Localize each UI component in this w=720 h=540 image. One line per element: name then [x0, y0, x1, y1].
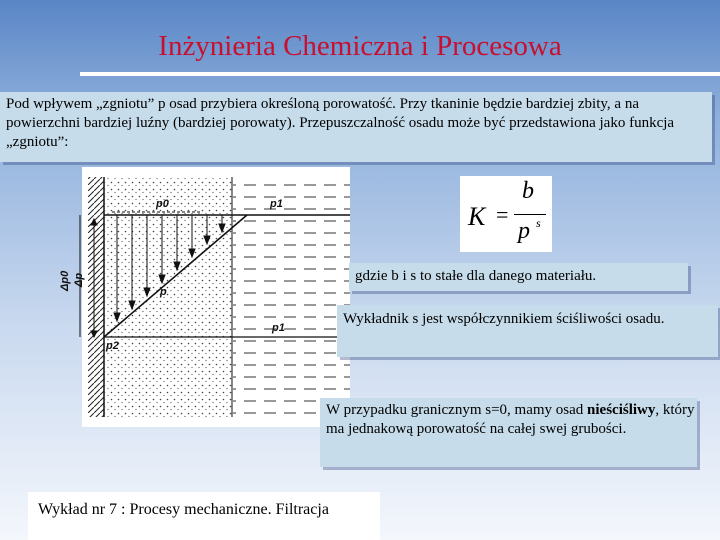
label-delta-p: Δp	[73, 272, 85, 287]
label-p2: p2	[106, 340, 119, 352]
label-p0: p0	[156, 198, 169, 210]
label-p: p	[160, 286, 167, 298]
fraction-bar	[514, 214, 546, 215]
slide-title: Inżynieria Chemiczna i Procesowa	[158, 30, 562, 62]
filter-cloth	[88, 177, 104, 417]
formula-denominator: p	[518, 218, 530, 244]
title-divider	[80, 72, 720, 76]
label-p1-top: p1	[270, 198, 283, 210]
limit-note-emphasis: nieściśliwy	[587, 402, 656, 418]
label-delta-p0: Δp0	[59, 270, 71, 291]
filter-cake-pressure-diagram	[59, 167, 350, 427]
formula-lhs: K	[468, 202, 486, 231]
permeability-formula	[460, 176, 552, 252]
slide-footer: Wykład nr 7 : Procesy mechaniczne. Filtracja	[28, 492, 380, 540]
limit-note-before: W przypadku granicznym s=0, mamy osad	[326, 402, 588, 418]
constants-note: gdzie b i s to stałe dla danego materiału.	[349, 263, 688, 291]
formula-equals: =	[496, 202, 509, 227]
formula-numerator: b	[522, 178, 534, 204]
exponent-note: Wykładnik s jest współczynnikiem ściśliwości osadu.	[337, 305, 718, 357]
filter-cake	[104, 177, 232, 417]
limit-case-note	[320, 398, 697, 467]
formula-exponent: s	[536, 216, 541, 230]
intro-textbox: Pod wpływem „zgniotu” p osad przybiera określoną porowatość. Przy tkaninie będzie bardziej zbity, a na powierzchni bardziej luźny (bardziej porowaty). Przepuszczalność osadu może być przedstawiona jako funkcja „zgniotu”:	[0, 92, 712, 162]
suspension-liquid	[233, 177, 350, 417]
label-p1-right: p1	[272, 322, 285, 334]
limit-note-after: , który ma jednakową porowatość na całej swej grubości.	[326, 402, 695, 437]
